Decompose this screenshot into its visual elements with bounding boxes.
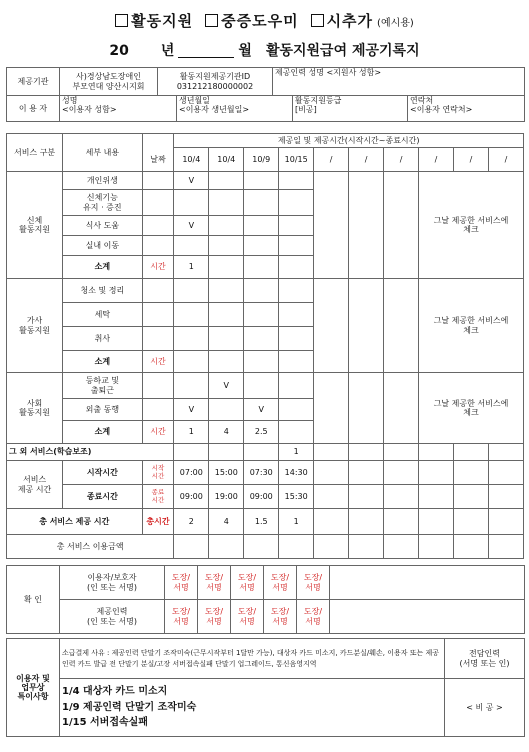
worker-name: 제공인력 성명 <지원사 성함> xyxy=(273,68,525,96)
retro-payment-reason: 소급결제 사유 : 제공인력 단말기 조작미숙(근무시작부터 1달만 가능), 대상자 카드 미소지, 카드분실/훼손, 이용자 또는 제공인력 카드 발급 전 단말기 분실/고장 서버접속실패 단말기 업그레이드, 통신음영지역 xyxy=(60,639,445,679)
option-activity: 활동지원 xyxy=(131,12,194,30)
social-subtotal-label: 소계 xyxy=(63,421,142,444)
subtotal-cell: 4 xyxy=(209,421,244,444)
date-cell: 10/15 xyxy=(279,148,314,172)
time-section: 서비스 제공 시간 xyxy=(7,461,63,509)
check-note: 그날 제공한 서비스에 체크 xyxy=(419,279,524,373)
provide-header: 제공일 및 제공시간(시작시간~종료시간) xyxy=(174,134,524,148)
end-time-cell: 09:00 xyxy=(174,485,209,509)
other-cell: 1 xyxy=(279,444,314,461)
total-time-label: 총 서비스 제공 시간 xyxy=(7,509,143,535)
subtotal-cell xyxy=(174,351,209,373)
user-grade: 활동지원등급 [비공] xyxy=(293,96,408,122)
total-time-cell: 1.5 xyxy=(244,509,279,535)
check-cell xyxy=(174,303,209,327)
empty-cell xyxy=(384,279,419,373)
date-cell: 10/4 xyxy=(174,148,209,172)
other-cell xyxy=(244,444,279,461)
empty-cell xyxy=(314,279,349,373)
body-item: 신체기능 유지 · 증진 xyxy=(63,190,142,216)
service-type-header: 서비스 구분 xyxy=(7,134,63,172)
provider-code: 활동지원제공기관ID 031212180000002 xyxy=(158,68,273,96)
amount-cell xyxy=(209,535,244,559)
house-item: 청소 및 정리 xyxy=(63,279,142,303)
subtotal-cell xyxy=(244,256,279,279)
empty-cell xyxy=(419,461,454,485)
empty-cell xyxy=(453,444,488,461)
provider-label: 제공기관 xyxy=(7,68,60,96)
check-cell xyxy=(174,373,209,399)
check-cell xyxy=(279,399,314,421)
date-cell: / xyxy=(349,148,384,172)
house-subtotal-label: 소계 xyxy=(63,351,142,373)
end-time-cell: 15:30 xyxy=(279,485,314,509)
check-cell xyxy=(244,279,279,303)
user-birth: 생년월일 <이용자 생년월일> xyxy=(177,96,293,122)
empty-cell xyxy=(419,444,454,461)
date-cell: / xyxy=(488,148,523,172)
sign-cell: 도장/ 서명 xyxy=(231,566,264,600)
empty-cell xyxy=(384,509,419,535)
confirm-person: 전담인력 (서명 또는 인) xyxy=(445,639,525,679)
end-tag: 종료 시간 xyxy=(142,485,174,509)
sign-cell: 도장/ 서명 xyxy=(165,600,198,634)
empty-cell xyxy=(314,485,349,509)
empty-cell xyxy=(314,373,349,444)
end-time-cell: 19:00 xyxy=(209,485,244,509)
start-tag: 시작 시간 xyxy=(142,461,174,485)
total-time-cell: 4 xyxy=(209,509,244,535)
checkbox-icon[interactable] xyxy=(115,14,128,27)
total-time-cell: 2 xyxy=(174,509,209,535)
start-time-cell: 14:30 xyxy=(279,461,314,485)
subtitle-line xyxy=(0,40,529,60)
date-cell: / xyxy=(453,148,488,172)
amount-cell xyxy=(244,535,279,559)
empty-cell xyxy=(488,535,523,559)
total-tag: 총시간 xyxy=(142,509,174,535)
check-cell xyxy=(279,236,314,256)
subtotal-cell: 1 xyxy=(174,256,209,279)
house-item: 취사 xyxy=(63,327,142,351)
date-cell: / xyxy=(314,148,349,172)
check-cell: V xyxy=(244,399,279,421)
empty-cell xyxy=(349,373,384,444)
empty-cell xyxy=(349,509,384,535)
check-cell xyxy=(279,373,314,399)
start-time-cell: 07:30 xyxy=(244,461,279,485)
body-time-label: 시간 xyxy=(142,256,174,279)
empty-cell xyxy=(453,509,488,535)
note-line: 1/4 대상자 카드 미소지 xyxy=(62,686,168,698)
other-cell xyxy=(174,444,209,461)
check-cell xyxy=(244,373,279,399)
empty-cell xyxy=(419,535,454,559)
subtotal-cell xyxy=(279,421,314,444)
subtotal-cell xyxy=(244,351,279,373)
check-cell xyxy=(279,172,314,190)
date-label: 날짜 xyxy=(142,148,174,172)
other-cell xyxy=(209,444,244,461)
check-cell xyxy=(279,303,314,327)
check-cell xyxy=(209,190,244,216)
sign-cell: 도장/ 서명 xyxy=(297,600,330,634)
body-section: 신체 활동지원 xyxy=(7,172,63,279)
body-item: 식사 도움 xyxy=(63,216,142,236)
house-item: 세탁 xyxy=(63,303,142,327)
subtotal-cell xyxy=(209,256,244,279)
empty-cell xyxy=(314,509,349,535)
empty-cell xyxy=(488,509,523,535)
empty-cell xyxy=(419,485,454,509)
empty-cell xyxy=(349,444,384,461)
empty-cell xyxy=(384,373,419,444)
subtotal-cell xyxy=(279,256,314,279)
option-additional: 시추가 xyxy=(326,12,374,30)
check-cell xyxy=(209,172,244,190)
empty-cell xyxy=(488,461,523,485)
user-name: 성명 <이용자 성함> xyxy=(60,96,177,122)
subtotal-cell xyxy=(209,351,244,373)
month-blank[interactable] xyxy=(178,43,234,58)
body-item: 실내 이동 xyxy=(63,236,142,256)
check-note: 그날 제공한 서비스에 체크 xyxy=(419,172,524,279)
empty-cell xyxy=(349,279,384,373)
page-title: 활동지원급여 제공기록지 xyxy=(265,43,420,59)
body-subtotal-label: 소계 xyxy=(63,256,142,279)
empty-cell xyxy=(349,172,384,279)
check-cell xyxy=(279,190,314,216)
option-severe-helper: 중증도우미 xyxy=(221,12,299,30)
start-time-cell: 07:00 xyxy=(174,461,209,485)
check-cell xyxy=(209,399,244,421)
subtotal-cell: 1 xyxy=(174,421,209,444)
empty-cell xyxy=(330,566,525,600)
check-cell xyxy=(209,327,244,351)
empty-cell xyxy=(453,535,488,559)
check-cell: V xyxy=(174,216,209,236)
subtotal-cell: 2.5 xyxy=(244,421,279,444)
total-time-cell: 1 xyxy=(279,509,314,535)
end-time-cell: 09:00 xyxy=(244,485,279,509)
body-item: 개인위생 xyxy=(63,172,142,190)
empty-cell xyxy=(453,461,488,485)
month-unit: 월 xyxy=(238,43,252,59)
check-cell xyxy=(244,172,279,190)
sign-cell: 도장/ 서명 xyxy=(198,600,231,634)
check-cell xyxy=(244,216,279,236)
sign-cell: 도장/ 서명 xyxy=(198,566,231,600)
check-cell xyxy=(244,303,279,327)
check-cell xyxy=(209,303,244,327)
title-line xyxy=(0,10,529,31)
check-cell xyxy=(174,327,209,351)
user-label: 이 용 자 xyxy=(7,96,60,122)
social-item: 외출 동행 xyxy=(63,399,142,421)
check-cell xyxy=(209,236,244,256)
empty-cell xyxy=(349,461,384,485)
social-time-label: 시간 xyxy=(142,421,174,444)
year-unit: 년 xyxy=(160,43,175,59)
info-table xyxy=(6,67,525,122)
empty-cell xyxy=(330,600,525,634)
checkbox-icon[interactable] xyxy=(205,14,218,27)
empty-cell xyxy=(314,535,349,559)
confirm-user-row: 이용자/보호자 (인 또는 서명) xyxy=(60,566,165,600)
note-line: 1/15 서버접속실패 xyxy=(62,717,148,729)
empty-cell xyxy=(349,535,384,559)
date-cell: 10/9 xyxy=(244,148,279,172)
checkbox-icon[interactable] xyxy=(311,14,324,27)
empty-cell xyxy=(384,485,419,509)
note-line: 1/9 제공인력 단말기 조작미숙 xyxy=(62,701,197,713)
sign-cell: 도장/ 서명 xyxy=(165,566,198,600)
start-time-label: 시작시간 xyxy=(63,461,142,485)
check-note: 그날 제공한 서비스에 체크 xyxy=(419,373,524,444)
house-section: 가사 활동지원 xyxy=(7,279,63,373)
check-cell xyxy=(244,236,279,256)
sign-cell: 도장/ 서명 xyxy=(264,566,297,600)
check-cell: V xyxy=(174,399,209,421)
subtotal-cell xyxy=(279,351,314,373)
provider-name: 사)경상남도장애인 부모연대 양산시지회 xyxy=(60,68,158,96)
end-time-label: 종료시간 xyxy=(63,485,142,509)
empty-cell xyxy=(384,461,419,485)
special-label: 이용자 및 업무상 특이사항 xyxy=(7,639,60,737)
check-cell xyxy=(279,279,314,303)
empty-cell xyxy=(488,444,523,461)
social-section: 사회 활동지원 xyxy=(7,373,63,444)
check-cell xyxy=(244,327,279,351)
detail-header: 세부 내용 xyxy=(63,134,142,172)
date-cell: / xyxy=(419,148,454,172)
start-time-cell: 15:00 xyxy=(209,461,244,485)
sample-label: (예시용) xyxy=(377,18,414,29)
confirm-table xyxy=(6,565,525,634)
check-cell xyxy=(209,279,244,303)
total-amount-label: 총 서비스 이용금액 xyxy=(7,535,174,559)
service-grid xyxy=(6,133,524,559)
confirm-label: 확 인 xyxy=(7,566,60,634)
special-notes xyxy=(60,679,445,737)
user-contact: 연락처 <이용자 연락처> xyxy=(408,96,525,122)
check-cell xyxy=(174,236,209,256)
empty-cell xyxy=(384,172,419,279)
empty-cell xyxy=(314,172,349,279)
check-cell: V xyxy=(174,172,209,190)
empty-cell xyxy=(349,485,384,509)
other-service-label: 그 외 서비스(학습보조) xyxy=(7,444,174,461)
empty-cell xyxy=(314,461,349,485)
social-item: 등하교 및 출퇴근 xyxy=(63,373,142,399)
house-time-label: 시간 xyxy=(142,351,174,373)
check-cell xyxy=(174,190,209,216)
amount-cell xyxy=(174,535,209,559)
check-cell xyxy=(279,216,314,236)
date-cell: 10/4 xyxy=(209,148,244,172)
empty-cell xyxy=(314,444,349,461)
check-cell xyxy=(174,279,209,303)
empty-cell xyxy=(419,509,454,535)
empty-cell xyxy=(384,444,419,461)
sign-cell: 도장/ 서명 xyxy=(297,566,330,600)
check-cell xyxy=(244,190,279,216)
empty-cell xyxy=(384,535,419,559)
amount-cell xyxy=(279,535,314,559)
check-cell: V xyxy=(209,373,244,399)
sign-cell: 도장/ 서명 xyxy=(264,600,297,634)
empty-cell xyxy=(488,485,523,509)
confirm-worker-row: 제공인력 (인 또는 서명) xyxy=(60,600,165,634)
check-cell xyxy=(209,216,244,236)
year-prefix: 20 xyxy=(109,43,129,59)
check-cell xyxy=(279,327,314,351)
sign-cell: 도장/ 서명 xyxy=(231,600,264,634)
date-cell: / xyxy=(384,148,419,172)
special-table xyxy=(6,638,525,737)
confidential-value: < 비 공 > xyxy=(445,679,525,737)
empty-cell xyxy=(453,485,488,509)
